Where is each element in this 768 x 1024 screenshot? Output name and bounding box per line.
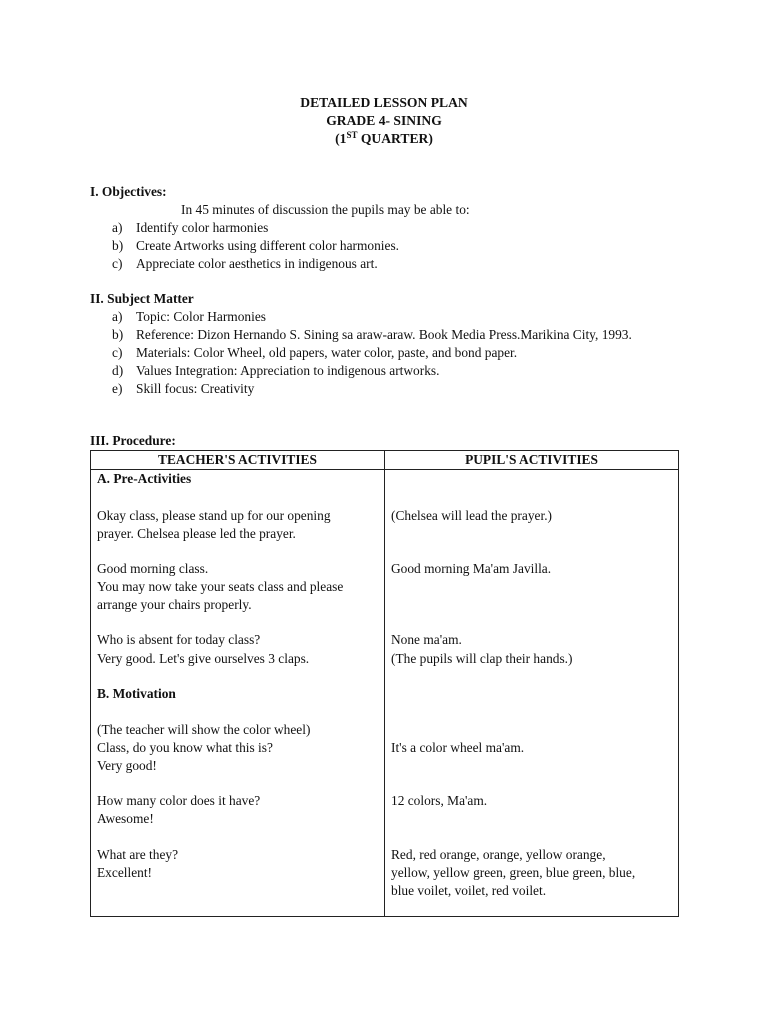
pupil-line: (The pupils will clap their hands.) [391,651,573,666]
pupil-line: Red, red orange, orange, yellow orange, [391,847,606,862]
motivation-heading: B. Motivation [97,686,176,701]
teacher-line: (The teacher will show the color wheel) [97,722,311,737]
objective-item: c) Appreciate color aesthetics in indigenous art. [112,256,378,271]
pupil-line: None ma'am. [391,632,462,647]
grade-subtitle: GRADE 4- SINING [326,113,442,128]
teacher-line: How many color does it have? [97,793,261,808]
teacher-activities-cell [91,470,385,917]
subject-item: c) Materials: Color Wheel, old papers, water color, paste, and bond paper. [112,345,518,360]
teacher-line: Good morning class. [97,561,209,576]
pupil-activities-cell [385,470,679,917]
teacher-line: Very good! [97,758,157,773]
pupil-line: (Chelsea will lead the prayer.) [391,508,552,523]
subject-item: b) Reference: Dizon Hernando S. Sining sa araw-araw. Book Media Press.Marikina City, 1993. [112,327,632,342]
pupil-line: 12 colors, Ma'am. [391,793,488,808]
objectives-intro: In 45 minutes of discussion the pupils may be able to: [181,202,470,217]
teacher-line: You may now take your seats class and please [97,579,344,594]
teacher-line: Excellent! [97,865,153,880]
objectives-heading: I. Objectives: [90,184,167,199]
teacher-line: arrange your chairs properly. [97,597,252,612]
teacher-line: prayer. Chelsea please led the prayer. [97,526,296,541]
procedure-heading: III. Procedure: [90,433,176,448]
pupil-activities-header: PUPIL'S ACTIVITIES [385,451,679,470]
table-header-row [91,451,679,470]
teacher-activities-header: TEACHER'S ACTIVITIES [91,451,385,470]
procedure-table [90,450,679,917]
pupil-line: Good morning Ma'am Javilla. [391,561,552,576]
subject-item: a) Topic: Color Harmonies [112,309,266,324]
subject-item: d) Values Integration: Appreciation to indigenous artworks. [112,363,440,378]
subject-item: e) Skill focus: Creativity [112,381,255,396]
teacher-line: Very good. Let's give ourselves 3 claps. [97,651,310,666]
teacher-line: Awesome! [97,811,154,826]
teacher-line: What are they? [97,847,179,862]
pupil-line: It's a color wheel ma'am. [391,740,525,755]
pupil-line: blue voilet, voilet, red voilet. [391,883,547,898]
quarter-subtitle: (1ST QUARTER) [335,130,433,146]
teacher-line: Okay class, please stand up for our opening [97,508,331,523]
ordinal-superscript: ST [346,130,358,140]
pre-activities-heading: A. Pre-Activities [97,471,192,486]
teacher-line: Who is absent for today class? [97,632,261,647]
objectives-list [112,219,672,273]
document-title: DETAILED LESSON PLAN [300,95,468,110]
objective-item: a) Identify color harmonies [112,220,269,235]
subject-matter-heading: II. Subject Matter [90,291,194,306]
table-row [91,470,679,917]
objective-item: b) Create Artworks using different color harmonies. [112,238,400,253]
subject-matter-list [112,308,672,398]
pupil-line: yellow, yellow green, green, blue green, blue, [391,865,636,880]
teacher-line: Class, do you know what this is? [97,740,273,755]
